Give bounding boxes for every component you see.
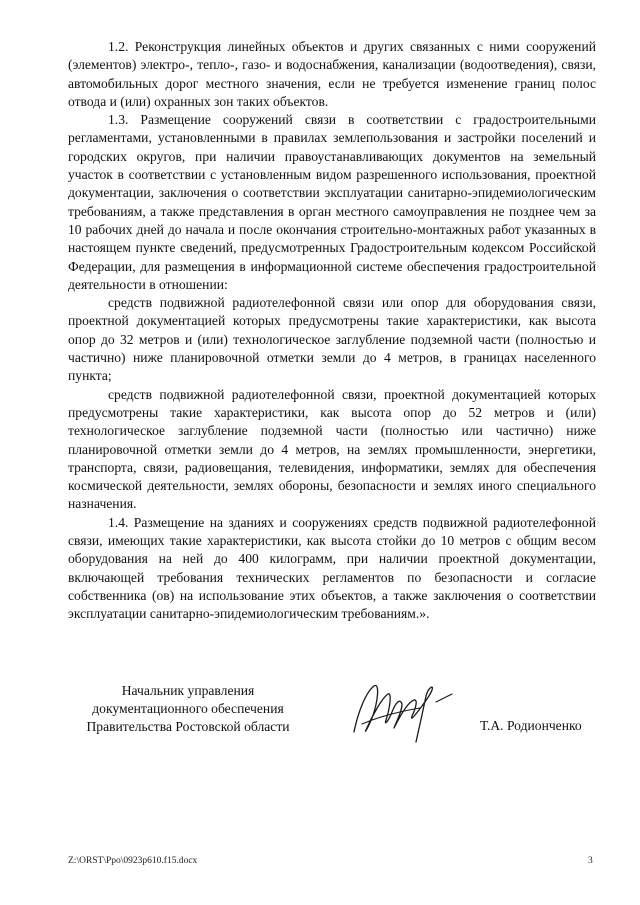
paragraph-1-2: 1.2. Реконструкция линейных объектов и других связанных с ними сооружений (элементов) электро-, тепло-, газо- и водоснабжения, канализации (водоотведения), связи, автомобильных дорог местного значения, если не требуется изменение границ полос отвода и (или) охранных зон таких объектов. [68,39,596,109]
page-number: 3 [588,856,593,866]
paragraph-1-4: 1.4. Размещение на зданиях и сооружениях средств подвижной радиотелефонной связи, имеющих такие характеристики, как высота стойки до 10 метров с общим весом оборудования на ней до 400 килограмм, при наличии проектной документации, включающей требования технических регламентов по безопасности и согласие собственника (ов) на использование этих объектов, а также заключения о соответствии эксплуатации санитарно-эпидемиологическим требованиям.». [68,514,596,622]
paragraph-1-3: 1.3. Размещение сооружений связи в соответствии с градостроительными регламентами, установленными в правилах землепользования и застройки поселений и городских округов, при наличии правоустанавливающих документов на земельный участок в соответствии с установленным видом разрешенного использования, проектной документации, заключения о соответствии эксплуатации санитарно-эпидемиологическим требованиям, а также представления в орган местного самоуправления не позднее чем за 10 рабочих дней до начала и после окончания строительно-монтажных работ указанных в настоящем пункте сведений, предусмотренных Градостроительным кодексом Российской Федерации, для размещения в информационной системе обеспечения градостроительной деятельности в отношении: [68,112,596,292]
footer-file-path: Z:\ORST\Ppo\0923p610.f15.docx [68,856,198,866]
signatory-title-line-3: Правительства Ростовской области [86,719,290,734]
signatory-name: Т.А. Родионченко [480,718,582,733]
signatory-title [68,682,308,736]
document-body [68,38,596,624]
handwritten-signature [336,672,466,750]
signatory-title-line-2: документационного обеспечения [92,701,284,716]
signatory-title-line-1: Начальник управления [121,683,255,698]
paragraph-1-3-item-2: средств подвижной радиотелефонной связи, проектной документацией которых предусмотрены такие характеристики, как высота опор до 52 метров и (или) технологическое заглубление подземной части (полностью или частично) ниже планировочной отметки земли до 4 метров, на землях промышленности, энергетики, транспорта, связи, радиовещания, телевидения, информатики, землях для обеспечения космической деятельности, землях обороны, безопасности и землях иного специального назначения. [68,386,596,512]
paragraph-1-3-item-1: средств подвижной радиотелефонной связи или опор для оборудования связи, проектной документацией которых предусмотрены такие характеристики, как высота опор до 32 метров и (или) технологическое заглубление подземной части (полностью и частично) ниже планировочной отметки земли до 4 метров, в границах населенного пункта; [68,295,596,384]
